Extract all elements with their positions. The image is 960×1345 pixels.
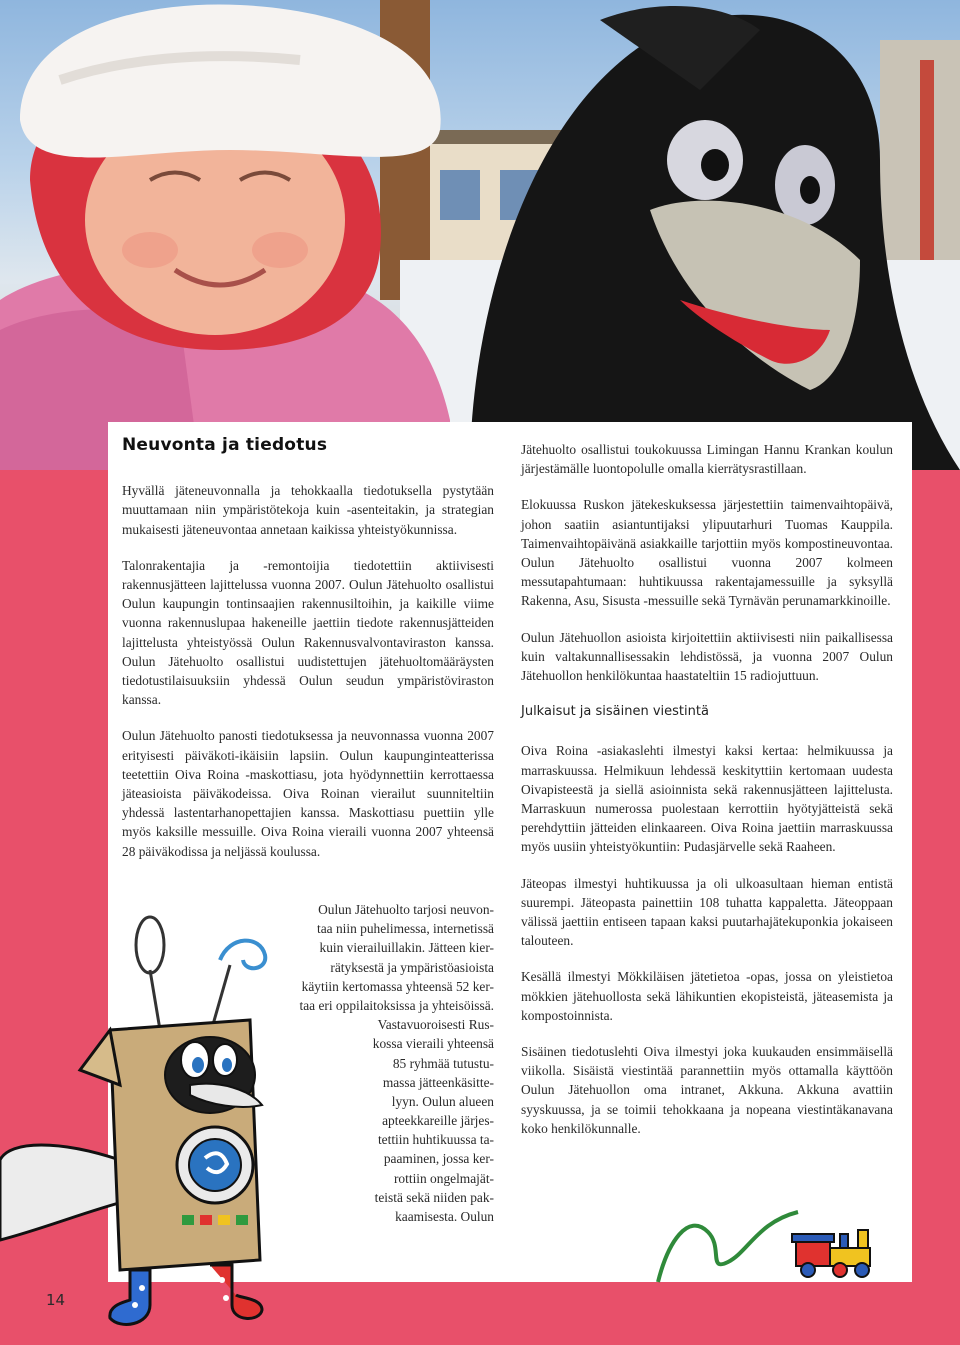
right-column xyxy=(521,440,893,1155)
text-line: paaminen, jossa ker- xyxy=(383,1151,494,1167)
text-line: lyyn. Oulun alueen xyxy=(391,1093,494,1109)
paragraph: Oulun Jätehuolto panosti tiedotuksessa ja neuvonnassa vuonna 2007 erityisesti päiväkoti-ikäisiin lapsiin. Oulun kaupunginteatterissa teetettiin Oiva Roina -maskottiasu, jota hyödynnettiin kerrottaessa jäteasioista päiväkodeissa. Oiva Roinan vierailut suunniteltiin yhdessä lastentarhanopettajien kanssa. Maskottiasu puettiin ylle myös kaksille messuille. Oiva Roina vieraili vuonna 2007 yhteensä 28 päiväkodissa ja neljässä koulussa. xyxy=(122,728,494,859)
paragraph: Hyvällä jäteneuvonnalla ja tehokkaalla tiedotuksella pystytään muuttamaan niin ympäristötekoja kuin -asenteitakin, ja strategian mukaisesti jäteneuvontaa annetaan kaikissa yhteistyökunnissa. xyxy=(122,483,494,537)
text-line: apteekkareille järjes- xyxy=(382,1113,494,1129)
text-line: tettiin huhtikuussa ta- xyxy=(377,1132,494,1148)
section-heading: Neuvonta ja tiedotus xyxy=(122,435,328,455)
wire-illustration xyxy=(648,1202,808,1292)
text-line: teistä sekä niiden pak- xyxy=(374,1189,494,1205)
mascot-illustration xyxy=(0,910,330,1340)
paragraph: Oulun Jätehuollon asioista kirjoitettiin aktiivisesti niin paikallisessa kuin valtakunnallisessakin lehdistössä, ja vuonna 2007 Oulun Jätehuollon henkilökuntaa haastateltiin 15 radiojuttuun. xyxy=(521,629,893,684)
text-line: kaamisesta. Oulun xyxy=(395,1209,494,1224)
text-line: Oulun Jätehuolto tarjosi neuvon- xyxy=(318,902,494,917)
header-photo xyxy=(0,0,960,470)
paragraph: Jäteopas ilmestyi huhtikuussa ja oli ulkoasultaan hieman entistä suurempi. Jäteopasta painettiin 108 tuhatta kappaletta. Jäteoppaan välissä jaettiin entiseen tapaan kaksi puutarhajätekuponkia jokaiseen talouteen. xyxy=(521,875,893,949)
left-column xyxy=(122,436,494,878)
text-line: kossa vieraili yhteensä xyxy=(372,1036,494,1052)
page-number: 14 xyxy=(46,1291,66,1309)
paragraph: Oiva Roina -asiakaslehti ilmestyi kaksi kertaa: helmikuussa ja marraskuussa. Helmikuun lehdessä keskityttiin kertomaan uudesta Oivapisteestä ja siellä asioinnista sekä rakennusjätteen lajittelusta. Marraskuun numerossa puolestaan kerrottiin hyötyjätteistä sekä perehdyttiin jätteiden elinkaareen. Oiva Roina jaettiin marraskuussa myös uusiin yhteistyökuntiin: Pudasjärvelle sekä Raaheen. xyxy=(521,743,893,855)
text-line: Vastavuoroisesti Rus- xyxy=(377,1017,494,1033)
text-line: rätyksestä ja ympäristöasioista xyxy=(330,959,494,975)
toy-train-icon xyxy=(788,1222,888,1282)
paragraph: Elokuussa Ruskon jätekeskuksessa järjestettiin taimenvaihtopäivä, johon saatiin asiantuntijaksi ylipuutarhuri Tuomas Kauppila. Taimenvaihtopäivänä asiakkaille tarjottiin myös kompostineuvontaa. Oulun Jätehuolto osallistui vuonna 2007 kolmeen messutapahtumaan: huhtikuussa rakentajamessuille ja syksyllä Rakenna, Asu, Sisusta -messuille sekä Tyrnävän perunamarkkinoille. xyxy=(521,497,893,609)
text-line: taa eri oppilaitoksissa ja yhteisöissä. xyxy=(299,997,494,1013)
text-line: kuin vierailuillakin. Jätteen kier- xyxy=(319,940,494,956)
text-line: massa jätteenkäsitte- xyxy=(382,1074,494,1090)
text-line: käytiin kertomassa yhteensä 52 ker- xyxy=(301,978,494,994)
text-line: taa niin puhelimessa, internetissä xyxy=(316,921,494,937)
subheading: Julkaisut ja sisäinen viestintä xyxy=(521,704,709,720)
paragraph: Kesällä ilmestyi Mökkiläisen jätetietoa -opas, jossa on yleistietoa mökkien jätehuollosta sekä lähikuntien ekopisteistä, jäteasemista ja kompostoinnista. xyxy=(521,969,893,1023)
text-line: rottiin ongelmajät- xyxy=(393,1170,494,1186)
text-line: 85 ryhmää tutustu- xyxy=(392,1055,494,1071)
paragraph: Sisäinen tiedotuslehti Oiva ilmestyi joka kuukauden ensimmäisellä viikolla. Sisäistä viestintää parannettiin myös ottamalla käyttöön Oulun Jätehuollon oma intranet, Akkuna. Akkuna avattiin syyskuussa, ja se toimii tehokkaana ja nopeana viestintäkanavana koko henkilökunnalle. xyxy=(521,1044,893,1136)
paragraph: Talonrakentajia ja -remontoijia tiedotettiin aktiivisesti rakennusjätteen lajittelussa vuonna 2007. Oulun Jätehuolto osallistui Oulun kaupungin tontinsaajien rakennusiltoihin, ja kaikille viime vuonna rakennuslupaa hakeneille jaettiin tiedote rakennusjätteiden lajittelusta yhteistyössä Oulun Rakennusvalvontaviraston kanssa. Oulun Jätehuolto osallistui uudistettujen jätehuoltomääräysten tiedotustilaisuuksiin yhdessä Oulun seudun ympäristöviraston kanssa. xyxy=(122,557,494,708)
paragraph: Jätehuolto osallistui toukokuussa Limingan Hannu Krankan koulun järjestämälle luontopolulle omalla kierrätysrastillaan. xyxy=(521,442,893,477)
